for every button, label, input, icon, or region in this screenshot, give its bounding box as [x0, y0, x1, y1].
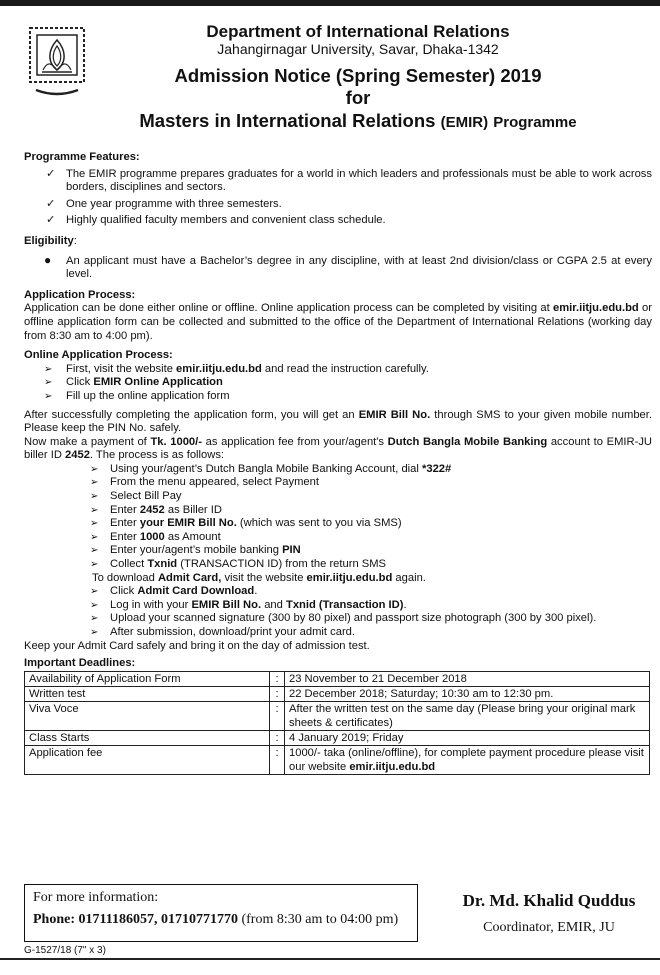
notice-header: [24, 20, 652, 146]
arrow-bullet-icon: ➢: [90, 491, 99, 503]
list-item: [24, 490, 652, 504]
phone-line: [33, 913, 398, 927]
notice-for: for: [345, 87, 371, 108]
step-text: Enter your/agent’s mobile banking: [110, 544, 283, 557]
step-bold: Txnid: [147, 558, 178, 571]
after-text-2: through SMS to your given mobile number. Please keep the PIN No. safely.: [24, 408, 652, 435]
step-site: emir.iitju.edu.bd: [176, 362, 262, 375]
table-row: [25, 745, 650, 774]
step-bold: EMIR Online Application: [93, 376, 223, 389]
list-item: [24, 612, 652, 626]
list-item: [24, 626, 652, 640]
deadlines-table: [24, 671, 650, 775]
after-text: After successfully completing the application form, you will get an: [24, 408, 359, 421]
step-bold: PIN: [282, 544, 301, 557]
arrow-bullet-icon: ➢: [90, 504, 99, 516]
table-row: [25, 686, 650, 701]
application-site: emir.iitju.edu.bd: [552, 302, 639, 315]
arrow-bullet-icon: ➢: [90, 599, 99, 611]
list-item: [24, 390, 652, 404]
signature-block: [444, 890, 654, 938]
phone-numbers: Phone: 01711186057, 01710771770: [33, 912, 238, 927]
deadline-label: Viva Voce: [25, 701, 270, 730]
list-item: [24, 463, 652, 477]
step-text: Using your/agent’s Dutch Bangla Mobile Banking Account, dial: [110, 462, 422, 475]
step-text-mid: and: [261, 598, 286, 611]
biller-id: 2452: [65, 449, 90, 462]
list-item: [24, 585, 652, 599]
step-bold: EMIR Bill No.: [191, 598, 262, 611]
application-paragraph: [24, 302, 652, 343]
step-text: Click: [110, 585, 138, 598]
programme-abbr: (EMIR): [440, 114, 489, 131]
bottom-rule: [0, 958, 660, 960]
university-address: Jahangirnagar University, Savar, Dhaka-1342: [217, 41, 499, 57]
step-text: Upload your scanned signature (300 by 80 pixel) and passport size photograph (300 by 300 pixel).: [110, 612, 597, 625]
dial-code: *322#: [422, 462, 452, 475]
list-item: [24, 198, 652, 212]
after-paragraph: [24, 409, 652, 436]
admit-text-2: visit the website: [221, 571, 307, 584]
deadline-sep: :: [270, 671, 285, 686]
list-item: [24, 517, 652, 531]
deadline-value: After the written test on the same day (Please bring your original mark sheets & certificates): [285, 701, 650, 730]
fee-text: 1000/- taka (online/offline), for complete payment procedure please visit our website: [289, 746, 644, 773]
features-title: Programme Features:: [24, 151, 140, 163]
payment-steps: [24, 463, 652, 572]
deadline-value: 4 January 2019; Friday: [285, 730, 650, 745]
programme-main: Masters in International Relations: [139, 110, 436, 131]
step-text: From the menu appeared, select Payment: [110, 476, 319, 489]
bullet-dot-icon: ●: [44, 252, 52, 267]
deadline-value: 22 December 2018; Saturday; 10:30 am to 12:30 pm.: [285, 686, 650, 701]
deadline-sep: :: [270, 730, 285, 745]
admit-text-3: again.: [392, 571, 426, 584]
list-item: [24, 558, 652, 572]
feature-text: Highly qualified faculty members and convenient class schedule.: [66, 214, 386, 227]
step-text: First, visit the website: [66, 362, 177, 375]
eligibility-colon: :: [73, 234, 77, 247]
admit-download-line: [24, 572, 652, 586]
arrow-bullet-icon: ➢: [44, 390, 53, 402]
step-text-end: (TRANSACTION ID) from the return SMS: [177, 558, 387, 571]
step-text-end: (which was sent to you via SMS): [236, 517, 402, 530]
deadline-value: [285, 745, 650, 774]
step-text-end: and read the instruction carefully.: [261, 362, 429, 375]
deadline-label: Class Starts: [25, 730, 270, 745]
deadlines-title: Important Deadlines:: [24, 657, 136, 670]
arrow-bullet-icon: ➢: [90, 463, 99, 475]
arrow-bullet-icon: ➢: [90, 627, 99, 638]
eligibility-list: [24, 252, 652, 282]
list-item: [24, 168, 652, 195]
application-title: Application Process:: [24, 288, 136, 301]
list-item: [24, 544, 652, 558]
list-item: [24, 531, 652, 545]
step-text-end: .: [403, 598, 407, 611]
list-item: [24, 504, 652, 518]
bank-name: Dutch Bangla Mobile Banking: [387, 435, 548, 448]
admit-steps: [24, 585, 652, 639]
table-row: [25, 701, 650, 730]
online-steps: [24, 363, 652, 404]
list-item: [24, 599, 652, 613]
arrow-bullet-icon: ➢: [90, 518, 99, 530]
phone-hours: (from 8:30 am to 04:00 pm): [237, 912, 399, 927]
deadline-label: Availability of Application Form: [25, 671, 270, 686]
signatory-name: Dr. Md. Khalid Quddus: [462, 891, 636, 910]
step-text: Select Bill Pay: [110, 490, 182, 503]
arrow-bullet-icon: ➢: [90, 586, 99, 598]
notice-page: [24, 20, 652, 775]
step-bold: Admit Card Download: [137, 585, 255, 598]
eligibility-label: Eligibility: [24, 234, 74, 247]
checkmark-icon: ✓: [46, 214, 56, 227]
admit-site: emir.iitju.edu.bd: [306, 571, 393, 584]
step-bold: your EMIR Bill No.: [139, 517, 237, 530]
arrow-bullet-icon: ➢: [90, 545, 99, 557]
keep-admit-note: Keep your Admit Card safely and bring it on the day of admission test.: [24, 639, 370, 652]
programme-tail: Programme: [493, 114, 577, 131]
signatory-role: Coordinator, EMIR, JU: [483, 920, 615, 935]
step-text: Enter: [110, 517, 140, 530]
deadline-sep: :: [270, 686, 285, 701]
feature-text: The EMIR programme prepares graduates for a world in which leaders and professionals must be able to work across borders, disciplines and sectors.: [66, 167, 652, 194]
step-text: Enter: [110, 503, 140, 516]
publication-code: G-1527/18 (7" x 3): [24, 945, 106, 956]
step-bold-2: Txnid (Transaction ID): [285, 598, 404, 611]
notice-titles: [64, 22, 652, 136]
more-info-label: For more information:: [33, 890, 159, 905]
deadline-value: 23 November to 21 December 2018: [285, 671, 650, 686]
list-item: [24, 476, 652, 490]
fee-site: emir.iitju.edu.bd: [349, 760, 436, 773]
fee-amount: Tk. 1000/-: [150, 435, 202, 448]
payment-paragraph: [24, 436, 652, 463]
eligibility-text: An applicant must have a Bachelor’s degree in any discipline, with at least 2nd division/class or CGPA 2.5 at every level.: [66, 254, 652, 281]
checkmark-icon: ✓: [46, 167, 56, 180]
bill-no-label: EMIR Bill No.: [358, 408, 431, 421]
admit-text: To download: [92, 571, 158, 584]
payment-text-2: as application fee from your/agent's: [201, 435, 388, 448]
top-rule: [0, 0, 660, 6]
arrow-bullet-icon: ➢: [90, 477, 99, 489]
application-text-2: or offline application form can be collected and submitted to the office of the Department of International Relations (working day from 8:30 am to 4:00 pm).: [24, 302, 653, 342]
step-text: Log in with your: [110, 598, 192, 611]
step-text: Collect: [110, 558, 148, 571]
step-text-end: as Biller ID: [164, 503, 222, 516]
payment-text: Now make a payment of: [24, 435, 151, 448]
eligibility-title: [24, 235, 652, 249]
programme-title: [64, 108, 652, 136]
arrow-bullet-icon: ➢: [90, 531, 99, 543]
deadline-sep: :: [270, 701, 285, 730]
list-item: [24, 363, 652, 377]
admit-card-label: Admit Card,: [157, 571, 222, 584]
arrow-bullet-icon: ➢: [90, 559, 99, 571]
table-row: [25, 730, 650, 745]
deadline-sep: :: [270, 745, 285, 774]
contact-box: [24, 884, 418, 942]
payment-text-3: account to EMIR-JU biller ID: [24, 435, 652, 462]
list-item: [24, 376, 652, 390]
step-text: After submission, download/print your admit card.: [110, 626, 355, 638]
features-list: [24, 168, 652, 228]
list-item: [24, 252, 652, 282]
step-text-end: as Amount: [164, 530, 221, 543]
step-text-end: .: [254, 585, 258, 598]
department-title: Department of International Relations: [206, 22, 510, 41]
application-text: Application can be done either online or offline. Online application process can be completed by visiting at: [24, 302, 550, 315]
step-bold: 1000: [139, 530, 165, 543]
list-item: [24, 214, 652, 228]
notice-heading: Admission Notice (Spring Semester) 2019: [174, 65, 542, 86]
feature-text: One year programme with three semesters.: [66, 197, 282, 210]
arrow-bullet-icon: ➢: [44, 377, 53, 389]
arrow-bullet-icon: ➢: [90, 613, 99, 625]
table-row: [25, 671, 650, 686]
payment-text-4: . The process is as follows:: [89, 449, 225, 462]
online-title: Online Application Process:: [24, 349, 173, 362]
step-text: Fill up the online application form: [66, 389, 230, 402]
step-text: Click: [66, 376, 94, 389]
deadline-label: Written test: [25, 686, 270, 701]
checkmark-icon: ✓: [46, 197, 56, 210]
step-text: Enter: [110, 530, 140, 543]
deadline-label: Application fee: [25, 745, 270, 774]
arrow-bullet-icon: ➢: [44, 363, 53, 375]
step-bold: 2452: [139, 503, 165, 516]
